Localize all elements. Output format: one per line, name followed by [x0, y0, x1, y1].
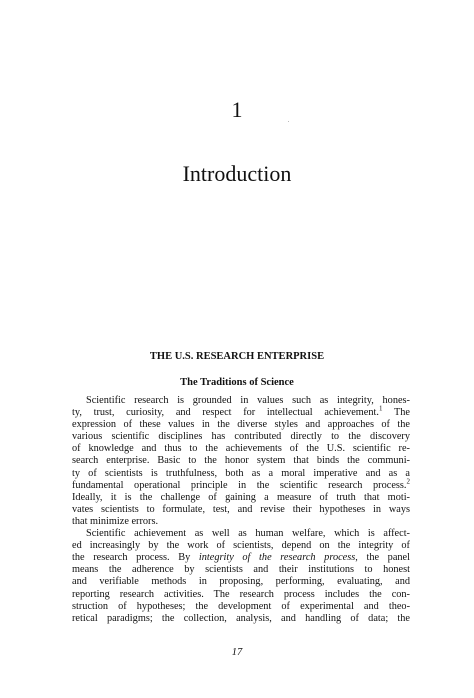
text-run: the research process. By [72, 552, 199, 564]
text-run: fundamental operational principle in the scientific research process. [72, 479, 407, 491]
text-line: means the adherence by scientists and their institutions to honest [72, 564, 410, 576]
text-line: various scientific disciplines has contributed directly to the discovery [72, 431, 410, 443]
section-subheading: The Traditions of Science [180, 377, 294, 388]
footnote-ref[interactable]: 1 [378, 404, 383, 413]
text-line [72, 552, 410, 564]
italic-term: integrity of the research process [198, 552, 356, 564]
text-line: Scientific achievement as well as human welfare, which is affect- [86, 528, 410, 540]
text-line: struction of hypotheses; the development of experimental and theo- [72, 600, 410, 612]
body-text [72, 395, 410, 625]
section-heading: THE U.S. RESEARCH ENTERPRISE [149, 351, 325, 362]
text-line: retical paradigms; the collection, analysis, and handling of data; the [72, 612, 410, 624]
footnote-ref[interactable]: 2 [406, 477, 410, 486]
chapter-number: 1 [231, 97, 243, 122]
text-line [72, 477, 410, 492]
text-run: ty, trust, curiosity, and respect for intellectual achievement. [72, 407, 379, 419]
text-line: that minimize errors. [72, 515, 159, 527]
text-line: of knowledge and thus to the achievements of the U.S. scientific re- [72, 443, 410, 455]
text-line: Scientific research is grounded in values such as integrity, hones- [86, 395, 410, 406]
text-run: The [382, 407, 410, 419]
paragraph-1 [72, 395, 410, 528]
text-line: search enterprise. Basic to the honor system that binds the communi- [72, 455, 410, 467]
text-line: Ideally, it is the challenge of gaining a measure of truth that moti- [72, 491, 410, 503]
text-line: ed increasingly by the work of scientists, depend on the integrity of [72, 540, 410, 552]
text-run: , the panel [355, 552, 410, 564]
page-number: 17 [231, 647, 243, 658]
text-line: and verifiable methods in proposing, performing, evaluating, and [72, 576, 410, 588]
text-line: reporting research activities. The research process includes the con- [72, 588, 410, 600]
chapter-title: Introduction [182, 161, 292, 186]
text-line [72, 404, 410, 419]
text-line: expression of these values in the diverse styles and approaches of the [72, 419, 410, 431]
paragraph-2 [72, 528, 410, 625]
text-line: vates scientists to formulate, test, and revise their hypotheses in ways [72, 503, 410, 515]
text-line: ty of scientists is truthfulness, both as a moral imperative and as a [72, 467, 410, 479]
